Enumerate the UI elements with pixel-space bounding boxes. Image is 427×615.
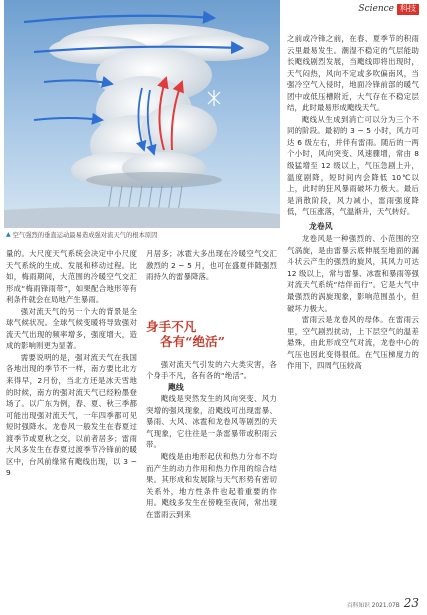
triangle-bullet-icon: ▲ <box>6 231 11 238</box>
cloud-diagram <box>4 0 280 228</box>
column-3 <box>287 33 419 372</box>
cloud-shadow <box>86 172 222 188</box>
paragraph: 龙卷风是一种强烈的、小范围的空气涡旋，是由雷暴云底伸展至地面的漏斗状云产生的强烈的旋风，其风力可达 12 级以上，常与雷暴、冰雹和暴雨等强对流天气系统“结伴而行”。它是大气中最强烈的涡旋现象，影响范围虽小，但破坏力极大。 <box>287 234 419 313</box>
paragraph: 强对流天气的另一个大的背景是全球气候状况。全球气候变暖将导致强对流天气出现的频率增多，强度增大，造成的影响则更为显著。 <box>6 306 137 351</box>
paragraph: 雷雨云是龙卷风的母体。在雷雨云里，空气剧烈扰动，上下层空气的温差悬殊，由此形成空气对流，龙卷中心的气压也因此变得很低。在气压梯度力的作用下，四周气压较高 <box>287 315 419 371</box>
feature-heading-line-1: 身手不凡 <box>146 318 197 334</box>
page-number: 23 <box>403 596 419 610</box>
paragraph: 月居多；冰雹大多出现在冷暖空气交汇激烈的 2 ~ 5 月，也可在盛夏伴随强烈雨持久的雷暴降落。 <box>146 249 277 282</box>
paragraph: 飑线是由地形起伏和热力分布不均而产生的动力作用和热力作用的综合结果。其形成和发展除与天气形势有密切关系外，地方性条件也起着重要的作用。飑线多发生在傍晚至夜间，常出现在雷雨云到来 <box>146 452 277 519</box>
caption-text: 空气强烈的垂直运动最易造成强对流天气的根本原因 <box>12 232 158 239</box>
column-2 <box>146 248 277 520</box>
section-label-cn: 科技 <box>397 4 419 15</box>
paragraph: 量的。大尺度天气系统会决定中小尺度天气系统的生成、发展和移动过程。比如，梅雨期间，大范围的冷暖空气交汇形成“梅雨锋雨带”，如果配合地形等有利条件就会在局地产生暴雨。 <box>6 249 137 305</box>
paragraph: 强对流天气引发的六大类灾害，各个身手不凡，各有各的“绝活”。 <box>146 359 277 381</box>
paragraph: 飑线从生成到消亡可以分为三个不同的阶段。最初的 3 ~ 5 小时，风力可达 6 级左右，并伴有雷雨。随后的一两个小时，风向突变、风速骤增，常由 8 级猛增至 12 级以上，气压急剧上升，温度剧降，短时间内会降低 10℃以上，此时的狂风暴雨破坏力极大。最后是消散阶段，风力减小，雷雨强度降低，气压涨落，气温渐升，天气转好。 <box>287 114 419 217</box>
feature-heading-line-2: 各有“绝活” <box>160 333 225 349</box>
column-1 <box>6 248 137 479</box>
section-header <box>358 4 419 15</box>
paragraph: 之前或冷锋之前，在春、夏季节的积雨云里最易发生。潮湿不稳定的气层能助长飑线剧烈发展，当飑线即将出现时，天气闷热，风向不定或多吹偏南风，当强冷空气入侵时，地面冷锋前部的暖气团中或低压槽附近，大气存在不稳定层结，此时最易形成飑线天气。 <box>287 34 419 113</box>
paragraph: 需要说明的是，强对流天气在我国各地出现的季节不一样，南方要比北方来得早，2月份，当北方还是冰天雪地的时候，南方的强对流天气已经粉墨登场了。以广东为例，春、夏、秋三季都可能出现强对流天气，一年四季都可见短时强降水。龙卷风一般发生在春夏过渡季节或夏秋之交，以前者居多；雷雨大风多发生在春夏过渡季节冷锋前的暖区中，台风前缘常有飑线出现，以 3 ~ 9 <box>6 352 137 478</box>
subheading: 龙卷风 <box>309 221 333 231</box>
issue-info: 百科知识 2021.07B <box>346 603 400 609</box>
paragraph: 飑线是突然发生的风向突变、风力突增的强风现象，沿飑线可出现雷暴、暴雨、大风、冰雹和龙卷风等剧烈的天气现象，它往往是一条雷暴带或积雨云带。 <box>146 394 277 450</box>
figure-caption <box>6 230 280 239</box>
subheading: 飑线 <box>168 382 184 392</box>
convection-illustration <box>4 0 280 228</box>
page-footer <box>347 596 419 610</box>
feature-heading <box>146 319 277 349</box>
section-label-en: Science <box>358 4 394 15</box>
